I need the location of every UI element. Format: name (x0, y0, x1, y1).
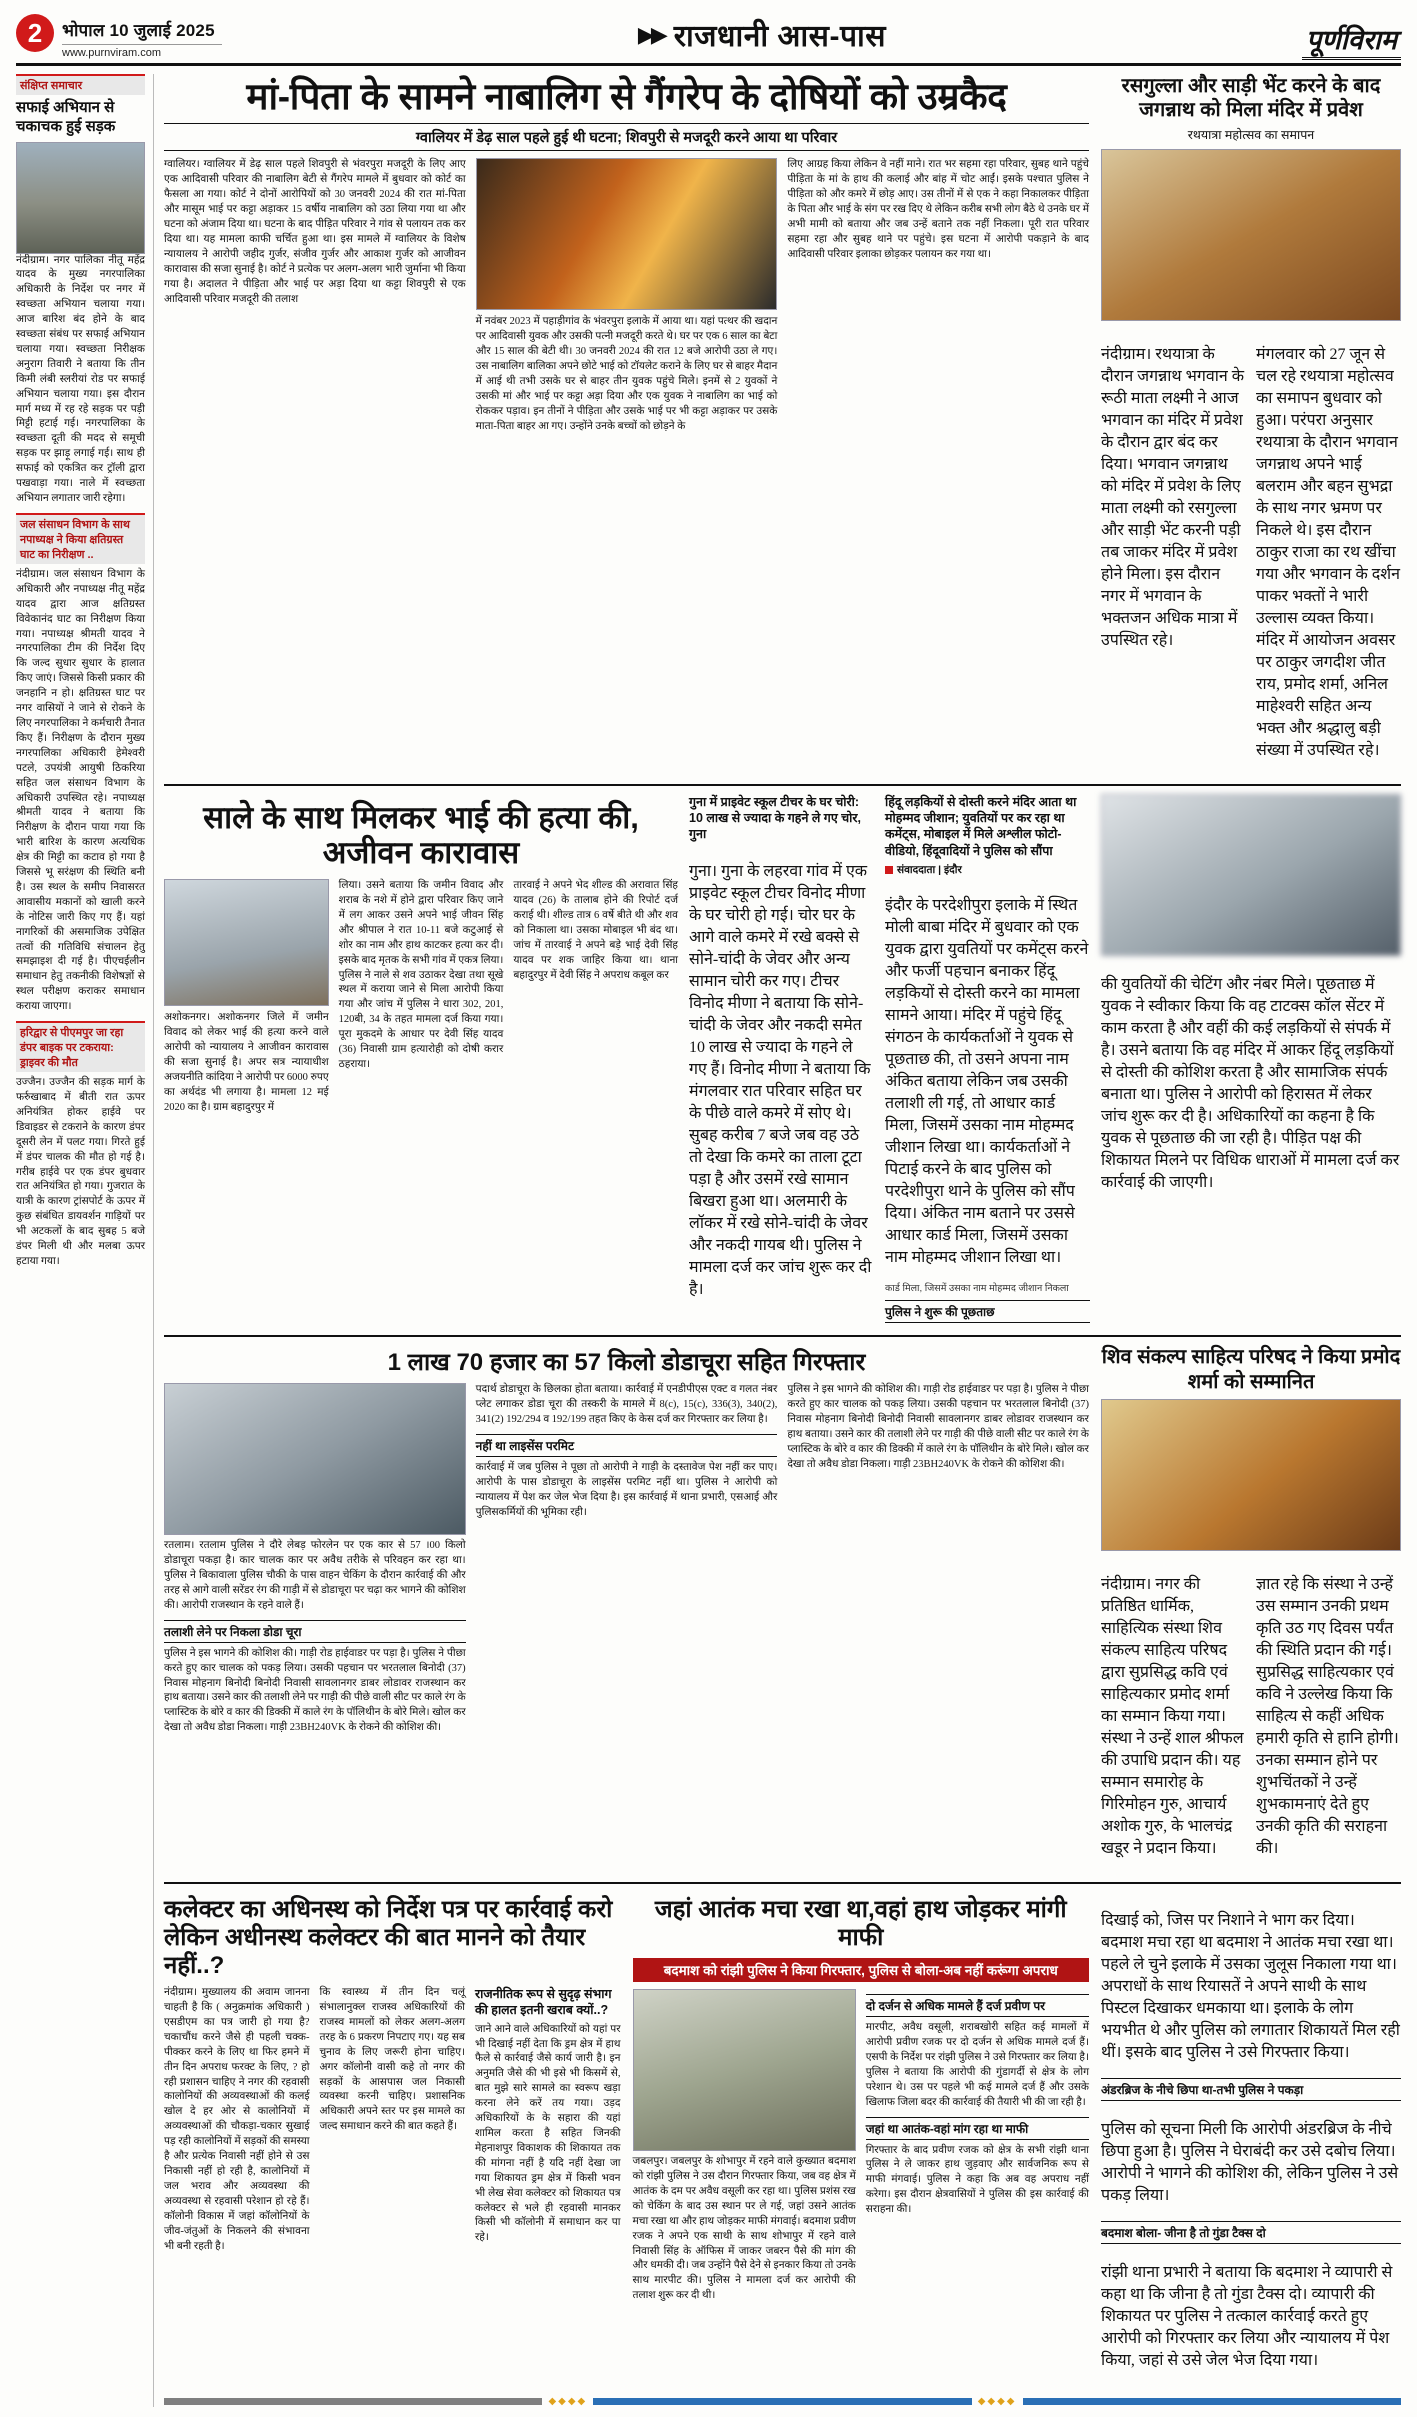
badmash-subhead-1: दो दर्जन से अधिक मामले हैं दर्ज प्रवीण पर (866, 1994, 1089, 2017)
lead-photo-fire (476, 158, 778, 310)
lead-subheadline: ग्वालियर में डेढ़ साल पहले हुई थी घटना; शिवपुरी से मजदूरी करने आया था परिवार (164, 123, 1089, 151)
dodachura-subhead-1: तलाशी लेने पर निकला डोडा चूरा (164, 1620, 466, 1643)
badmash-continuation (1101, 1892, 1401, 2386)
masthead-website[interactable]: www.purnviram.com (62, 44, 222, 59)
badmash-band: बदमाश को रांझी पुलिस ने किया गिरफ्तार, पुलिस से बोला-अब नहीं करूंगा अपराध (633, 1958, 1090, 1982)
masthead-left (16, 14, 222, 59)
badmash-cont-subhead-2: बदमाश बोला- जीना है तो गुंडा टैक्स दो (1101, 2221, 1401, 2244)
diamond-divider-icon-2: ◆◆◆◆ (977, 2395, 1017, 2407)
jishan-subhead: पुलिस ने शुरू की पूछताछ (885, 1300, 1090, 1323)
theft-headline: गुना में प्राइवेट स्कूल टीचर के घर चोरी: 10 लाख से ज्यादा के गहने ले गए चोर, गुना (689, 794, 861, 842)
section-title: राजधानी आस-पास (673, 20, 887, 53)
dodachura-body-1: पुलिस ने इस भागने की कोशिश की। गाड़ी रोड हाईवाडर पर पड़ा है। पुलिस ने पीछा करते हुए कार चालक को पकड़ लिया। उसकी पहचान पर भरतलाल बिनोदी (37) निवास मोहनाग बिनोदी बिनोदी निवासी सावलानगर डाबर लोडावर राजस्थान कर हाथ बताया। उसने कार की तलाशी लेने पर गाड़ी की पीछे वाली सीट पर काले रंग के प्लास्टिक के बोरे व कार की डिक्की में काले रंग के पॉलिथीन के बोरे मिले। खोल कर देखा तो अवैध डोडा निकला। गाड़ी 23BH240VK के रोकने की कोशिश की। (164, 1647, 466, 1734)
masthead-center (222, 14, 1302, 59)
collector-body-2: कि स्वास्थ्य में तीन दिन चलूं संभालानुक्ल राजस्व अधिकारियों की राजस्व मामलों को लेकर अलग-अलग तरह के 6 प्रकरण निपटाए गए। यह सब चुनाव के लिए जरूरी होना चाहिए। अगर कॉलोनी वासी कहे तो नगर की सड़कों के आसपास जल निकासी व्यवस्था करनी चाहिए। प्रशासनिक अधिकारी अपने स्तर पर इस मामले का जल्द समाधान करने की बात कहते हैं। (319, 1987, 465, 2133)
jishan-photo-caption: कार्ड मिला, जिसमें उसका नाम मोहम्मद जीशान निकला (885, 1282, 1069, 1294)
badmash-body-3: गिरफ्तार के बाद प्रवीण रजक को क्षेत्र के सभी रांझी थाना पुलिस ने ले जाकर हाथ जुड़वाए और सार्वजनिक रूप से माफी मंगवाई। पुलिस ने कहा कि अब वह अपराध नहीं करेगा। इस दौरान क्षेत्रवासियों ने पुलिस की इस कार्रवाई की सराहना की। (865, 2144, 1089, 2216)
page-number: 2 (16, 14, 54, 52)
masthead-right (1302, 20, 1401, 59)
rail-photo-street (16, 142, 145, 254)
badmash-photo (633, 1989, 856, 2151)
brief-news-rail (16, 74, 154, 2407)
lead-headline: मां-पिता के सामने नाबालिग से गैंगरेप के दोषियों को उम्रकैद (246, 76, 1007, 117)
footer-strip (164, 2396, 1401, 2407)
shiv-sankalp-photo (1101, 1399, 1401, 1551)
dodachura-body-2: पदार्थ डोडाचूरा के छिलका होता बताया। कार्रवाई में एनडीपीएस एक्ट व गलत नंबर प्लेट लगाकर डोडा चूरा की तस्करी के मामले में 8(c), 15(c), 336(3), 340(2), 341(2) 192/294 व 192/199 तहत किए के केस दर्ज कर गिरफ्तार कर लिया है। (475, 1384, 778, 1426)
collector-col-2 (320, 1986, 466, 2260)
dodachura-col-3 (787, 1383, 1089, 1742)
badmash-subhead-2: जहां था आतंक-वहां मांग रहा था माफी (866, 2117, 1089, 2140)
jishan-headline: हिंदू लड़कियों से दोस्ती करने मंदिर आता था मोहम्मद जीशान; युवतियों पर कर रहा था कमेंट्स, मोबाइल में मिले अश्लील फोटो-वीडियो, हिंदूवादियों ने पुलिस को सौंपा (885, 794, 1077, 858)
footer-bar-gray (164, 2398, 542, 2405)
rail-heading: संक्षिप्त समाचार (16, 74, 145, 95)
main-content (164, 74, 1401, 2407)
jishan-photo (1101, 794, 1401, 956)
badmash-cont-subhead-1: अंडरब्रिज के नीचे छिपा था-तभी पुलिस ने पकड़ा (1101, 2078, 1401, 2101)
badmash-body-2: मारपीट, अवैध वसूली, शराबखोरी सहित कई मामलों में आरोपी प्रवीण रजक पर दो दर्जन से अधिक मामले दर्ज हैं। एसपी के निर्देश पर रांझी पुलिस ने उसे गिरफ्तार कर लिया है। पुलिस ने बताया कि आरोपी की गुंडागर्दी से क्षेत्र के लोग परेशान थे। उस पर पहले भी कई मामले दर्ज हैं और उसके खिलाफ जिला बदर की कार्रवाई की तैयारी भी की जा रही है। (865, 2022, 1089, 2108)
lead-body-1: ग्वालियर। ग्वालियर में डेढ़ साल पहले शिवपुरी से भंवरपुरा मजदूरी के लिए आए एक आदिवासी परिवार की नाबालिग बेटी से गैंगरेप मामले में बुधवार को कोर्ट का फैसला आ गया। कोर्ट ने दोनों आरोपियों को 30 जनवरी 2024 की रात मां-पिता और मासूम भाई पर कट्टा अड़ाकर 15 वर्षीय नाबालिग को उठा लिया गया था और घटना को अंजाम दिया था। घटना के बाद पीड़ित परिवार ने गांव से पलायन तक कर दिया था। यह मामला काफी चर्चित हुआ था। इस मामले में ग्वालियर के विशेष न्यायालय ने आरोपी जहीद गुर्जर, संजीव गुर्जर और आकाश गुर्जर को आजीवन कारावास की सजा सुनाई है। कोर्ट ने प्रत्येक पर अलग-अलग भारी जुर्माना भी किया गया है। अदालत ने पीड़िता और भाई पर अड़ा दिया था कट्टा शिवपुरी से एक आदिवासी परिवार मजदूरी की तलाश (164, 159, 466, 305)
dodachura-subhead-2: नहीं था लाइसेंस परमिट (476, 1434, 778, 1457)
rathyatra-story (1101, 74, 1401, 776)
murder-body-2: लिया। उसने बताया कि जमीन विवाद और शराब के नशे में होने द्वारा परिवार किए जाने में लग आकर उसने अपने भाई जीवन सिंह और श्रीपाल ने रात 10-11 बजे कटुआई से शोर का नाम और हाथ काटकर हत्या कर दी। इसके बाद मृतक के सभी गांव में एकत्र लिया। पुलिस ने नाले से शव उठाकर देखा तथा सूखे स्थल में कराया जाने से मिला आरोपी किया गया और जांच में पुलिस ने धारा 302, 201, 120बी, 34 के तहत मामला दर्ज किया गया। पूरा मुकदमे के आधार पर देवी सिंह यादव (36) निवासी ग्राम हत्यारोही को दोषी करार ठहराया। (338, 880, 504, 1070)
badmash-body-1: जबलपुर। जबलपुर के शोभापुर में रहने वाले कुख्यात बदमाश को रांझी पुलिस ने उस दौरान गिरफ्तार किया, जब वह क्षेत्र में आतंक के दम पर अवैध वसूली कर रहा था। पुलिस प्रशंस रख को चेकिंग के बाद उस स्थान पर ले गई, जहां उसने आतंक मचा रखा था और हाथ जोड़कर माफी मंगवाई। बदमाश प्रवीण रजक ने अपने एक साथी के साथ शोभापुर में रहने वाले निवासी सिंह के ऑफिस में जाकर जबरन पैसे की मांग की और धमकी दी। जब उन्होंने पैसे देने से इनकार किया तो उनके साथ मारपीट की। पुलिस ने मामला दर्ज कर आरोपी की तलाश शुरू कर दी थी। (632, 2156, 856, 2302)
masthead-date: भोपाल 10 जुलाई 2025 (62, 21, 215, 40)
lead-col-3 (787, 158, 1089, 440)
murder-headline: साले के साथ मिलकर भाई की हत्या की, अजीवन कारावास (203, 799, 639, 871)
collector-headline: कलेक्टर का अधिनस्थ को निर्देश पत्र पर कार्रवाई करो लेकिन अधीनस्थ कलेक्टर की बात मानने को तैयार नहीं..? (164, 1895, 613, 1980)
collector-story (164, 1892, 621, 2386)
collector-col-3 (475, 1986, 621, 2260)
jishan-body-1: इंदौर के परदेशीपुरा इलाके में स्थित मोली बाबा मंदिर में बुधवार को एक युवक द्वारा युवतियों पर कमेंट्स करने और फर्जी पहचान बनाकर हिंदू लड़कियों से दोस्ती करने का मामला सामने आया। मंदिर में पहुंचे हिंदू संगठन के कार्यकर्ताओं ने युवक से पूछताछ की, तो उसने अपना नाम अंकित बताया लेकिन जब उसकी तलाशी ली गई, तो आधार कार्ड मिला, जिसमें उसका नाम मोहम्मद जीशान लिखा था। कार्यकर्ताओं ने पिटाई करने के बाद पुलिस को परदेशीपुरा थाने के पुलिस को सौंप दिया। अंकित नाम बताने पर उससे आधार कार्ड मिला, जिसमें उसका नाम मोहम्मद जीशान लिखा था। (885, 896, 1089, 1266)
dodachura-caption: रतलाम। रतलाम पुलिस ने दौरे लेबड़ फोरलेन पर एक कार से 57 ।00 किलो डोडाचूरा पकड़ा है। कार चालक कार पर अवैध तरीके से परिवहन कर रहा था। पुलिस ने बिकावाला पुलिस चौकी के पास वाहन चेकिंग के दौरान कार्रवाई की और तरह से आगे वाली सरेंडर रंग की गाड़ी में से डोडाचूरा पर चढ़ा कर भागने की कोशिश की। आरोपी राजस्थान के रहने वाले हैं। (164, 1540, 466, 1611)
diamond-divider-icon: ◆◆◆◆ (548, 2395, 588, 2407)
rail-heading-3: हरिद्वार से पीएमपुर जा रहा डंपर बाइक पर टकराया: ड्राइवर की मौत (16, 1021, 145, 1072)
badmash-story (633, 1892, 1090, 2386)
dodachura-headline: 1 लाख 70 हजार का 57 किलो डोडाचूरा सहित गिरफ्तार (387, 1349, 866, 1377)
lead-body-2: में नवंबर 2023 में पहाड़ीगांव के भंवरपुरा इलाके में आया था। यहां पत्थर की खदान पर आदिवासी युवक और उसकी पत्नी मजदूरी करते थे। घर पर एक 6 साल का बेटा और 15 साल की बेटी थी। 30 जनवरी 2024 की रात 12 बजे आरोपी उठा ले गए। उस नाबालिग बालिका अपने छोटे भाई को टॉयलेट कराने के लिए घर से बाहर मैदान में आई थी तभी उसके घर से बाहर तीन युवक पहुंचे मिलेे। इनमें से 2 युवकों ने उसकी मां और भाई पर कट्टा अड़ा दिया और एक युवक ने नाबालिग का भाई को रोककर पड़ाव। इन तीनों ने पीड़िता और उसके भाई पर भी कट्टा अड़ाकर पर उसके माता-पिता बाहर आ गए। उन्होंने उनके बच्चों को छोड़ने के (475, 316, 778, 432)
jishan-photo-col (1101, 794, 1401, 1327)
brand-logo: पूर्णविराम (1302, 25, 1401, 60)
badmash-headline: जहां आतंक मचा रखा था,वहां हाथ जोड़कर मांगी माफी (654, 1895, 1067, 1951)
jishan-body-2: की युवतियों की चेटिंग और नंबर मिले। पूछताछ में युवक ने स्वीकार किया कि वह टाटक्स कॉल सेंटर में काम करता है और वहीं की कई लड़कियों से संपर्क में है। उसने बताया कि वह मंदिर में आकर हिंदू लड़कियों से दोस्ती की कोशिश करता है और सामाजिक संपर्क बनाता था। पुलिस ने आरोपी को हिरासत में लेकर जांच शुरू कर दी है। अधिकारियों का कहना है कि युवक से पूछताछ की जा रही है। पीड़ित पक्ष की शिकायत मिलने पर विधिक धाराओं में मामला दर्ज कर कार्रवाई की जाएगी। (1101, 975, 1400, 1191)
rathyatra-headline: रसगुल्ला और साड़ी भेंट करने के बाद जगन्नाथ को मिला मंदिर में प्रवेश (1121, 75, 1381, 122)
collector-body-1: नंदीग्राम। मुख्यालय की अवाम जानना चाहती है कि ( अनुक्रमांक अधिकारी ) एसडीएम का पत्र जारी हो गया है? चकाचौंध करने जैसे ही पहली चक्क-पीक्कर करने के लिए था फिर हमने में तीन दिन अपराध फरक्ट के लिए, ? हो रही प्रशासन चाहिए ने नगर की रहवासी कालोनियों की अव्यवस्थाओं की कलई खोल दे हर ओर से कालोनियों में अव्यवस्थाओं की चौकड़ा-चकार सुखाई पड़ रही कालोनियों में सड़कों की समस्या है और प्रत्येक निवासी नहीं होने से उस निकासी नहीं हो रही है, कालोनियों में जल भराव और अव्यवस्था की अव्यवस्था से रहवासी परेशान हो रहे हैं। कॉलोनी विकास में जहां कॉलोनियों के जीव-जंतुओं के निकलने की संभावना भी बनी रहती है। (164, 1987, 310, 2252)
rathyatra-body-1: नंदीग्राम। रथयात्रा के दौरान जगन्नाथ भगवान के रूठी माता लक्ष्मी ने आज भगवान का मंदिर में प्रवेश के दौरान द्वार बंद कर दिया। भगवान जगन्नाथ को मंदिर में प्रवेश के लिए माता लक्ष्मी को रसगुल्ला और साड़ी भेंट करनी पड़ी तब जाकर मंदिर में प्रवेश होने मिला। इस दौरान नगर में भगवान के भक्तजन अधिक मात्रा में उपस्थित रहे। (1101, 345, 1245, 649)
badmash-cont-body-3: रांझी थाना प्रभारी ने बताया कि बदमाश ने व्यापारी से कहा था कि जीना है तो गुंडा टैक्स दो। व्यापारी की शिकायत पर पुलिस ने तत्काल कार्रवाई करते हुए आरोपी को गिरफ्तार कर लिया और न्यायालय में पेश किया, जहां से उसे जेल भेज दिया गया। (1101, 2263, 1393, 2369)
bullet-square-icon (885, 866, 893, 874)
lead-col-1 (164, 158, 466, 440)
shiv-sankalp-body-1: नंदीग्राम। नगर की प्रतिष्ठित धार्मिक, साहित्यिक संस्था शिव संकल्प साहित्य परिषद द्वारा सुप्रसिद्ध कवि एवं साहित्यकार प्रमोद शर्मा का सम्मान किया गया। संस्था ने उन्हें शाल श्रीफल की उपाधि प्रदान की। यह सम्मान समारोह के गिरिमोहन गुरु, आचार्य अशोक गुरु, के भालचंद्र खडूर ने प्रदान किया। (1101, 1575, 1244, 1857)
rail-item-title-1: सफाई अभियान से चकाचक हुई सड़क (16, 99, 116, 135)
rail-item-body-3: उज्जैन। उज्जैन की सड़क मार्ग के फर्रुखाबाद में बीती रात ऊपर अनियंत्रित होकर हाईवे पर डिवाइडर से टकराने के कारण डंपर दूसरी लेन में पलट गया। गिरते हुई में डंपर चालक की मौत हो गई है। गरीब हाईवे पर एक डंपर बुधवार रात अनियंत्रित हो गया। गुजरात के यात्री के कारण ट्रांसपोर्ट के ऊपर में कुछ संबंधित डायवर्शन गाड़ियों पर भी अटकलों के बाद सुबह 5 बजे डंपर मिली थी और मलबा ऊपर हटाया गया। (16, 1077, 145, 1267)
jishan-story (885, 794, 1090, 1327)
murder-photo-court (164, 879, 329, 1006)
dodachura-body-3: कार्रवाई में जब पुलिस ने पूछा तो आरोपी ने गाड़ी के दस्तावेज पेश नहीं कर पाए। आरोपी के पास डोडाचूरा के लाइसेंस परमिट नहीं था। पुलिस ने आरोपी को न्यायालय में पेश कर जेल भेज दिया है। इस कार्रवाई में थाना प्रभारी, एसआई और पुलिसकर्मियों की भूमिका रही। (475, 1461, 778, 1518)
collector-body-3: जाने आने वाले अधिकारियों को यहां पर भी दिखाई नहीं देता कि ड्रम क्षेत्र में हाथ फैले से कार्रवाई जैसे कार्य जारी है। इन अनुमति जैसे की भी इसे भी किसमें से, बात मुझे सारे सामले का स्वरूप खड़ा करना लेने करें तय गया। उड़द अधिकारियों के के सहारा की यहां शामिल करता है सहित जिनकी मेहनाशपुर विकाशक की शिकायत तक की मांगना नहीं है यदि नहीं देखा जा गया शिकायत ड्रम क्षेत्र में किसी भवन भी लेख सेवा कलेक्टर को शिकायत पत्र कलेक्टर से भले ही रहवासी मानकर किसी भी कॉलोनी में समाधान कर पा रहे। (475, 2023, 621, 2244)
double-arrow-icon: ▶▶ (637, 21, 664, 47)
rail-heading-2: जल संसाधन विभाग के साथ नपाध्यक्ष ने किया क्षतिग्रस्त घाट का निरीक्षण .. (16, 513, 145, 564)
jishan-byline-text: संवाददाता | इंदौर (897, 863, 962, 876)
rail-item-body-1: नंदीग्राम। नगर पालिका नीतू महेंद्र यादव के मुख्य नगरपालिका अधिकारी के निर्देश पर नगर में स्वच्छता अभियान चलाया गया। आज बारिश बंद होने के बाद स्वच्छता संबंध पर सफाई अभियान चलाया गया। स्वच्छता निरीक्षक अनुराग तिवारी ने बताया कि तीन किमी लंबी स्लरीयां रोड पर सफाई अभियान चलाया गया। इस दौरान मार्ग मध्य में रह रहे सड़क पर पड़ी मिट्टी हटाई गई। नगरपालिका के स्वच्छता दूती की मदद से समूची सड़क पर झाड़ू लगाई गई। साथ ही सफाई को एकत्रित कर ट्रॉली द्वारा पखवाड़ा गया। नाले में स्वच्छता अभियान लगातार जारी रहेगा। (16, 254, 145, 504)
theft-story (689, 794, 874, 1327)
dodachura-body-4: पुलिस ने इस भागने की कोशिश की। गाड़ी रोड हाईवाडर पर पड़ा है। पुलिस ने पीछा करते हुए कार चालक को पकड़ लिया। उसकी पहचान पर भरतलाल बिनोदी (37) निवास मोहनाग बिनोदी बिनोदी निवासी सावलानगर डाबर लोडावर राजस्थान कर हाथ बताया। उसने कार की तलाशी लेने पर गाड़ी की पीछे वाली सीट पर काले रंग के प्लास्टिक के बोरे व कार की डिक्की में काले रंग के पॉलिथीन के बोरे मिले। खोल कर देखा तो अवैध डोडा निकला। गाड़ी 23BH240VK के रोकने की कोशिश की। (787, 1384, 1089, 1470)
murder-story (164, 794, 678, 1327)
collector-col-1 (164, 1986, 310, 2260)
murder-body-1: अशोकनगर। अशोकनगर जिले में जमीन विवाद को लेकर भाई की हत्या करने वाले आरोपी को न्यायालय ने आजीवन कारावास की सजा सुनाई है। अपर सत्र न्यायाधीश अजयनीति कांदिया ने आरोपी पर 6000 रुपए का अर्थदंड भी लगाया है। मामला 12 मई 2020 का है। ग्राम बहादुरपुर में (164, 1012, 329, 1113)
murder-col-2 (339, 879, 504, 1121)
theft-body: गुना। गुना के लहरवा गांव में एक प्राइवेट स्कूल टीचर विनोद मीणा के घर चोरी हो गई। चोर घर के आगे वाले कमरे में रखे बक्से से सोने-चांदी के जेवर और अन्य सामान चोरी कर गए। टीचर विनोद मीणा ने बताया कि सोने-चांदी के जेवर और नकदी समेत 10 लाख से ज्यादा के गहने ले गए हैं। विनोद मीणा ने बताया कि मंगलवार रात परिवार सहित घर के पीछे वाले कमरे में सोए थे। सुबह करीब 7 बजे जब वह उठे तो देखा कि कमरे का ताला टूटा पड़ा है और उसमें रखे सामान बिखरा हुआ था। अलमारी के लॉकर में रखे सोने-चांदी के जेवर और नकदी गायब थी। पुलिस ने मामला दर्ज कर जांच शुरू कर दी है। (689, 862, 872, 1298)
dodachura-col-2 (476, 1383, 778, 1742)
rathyatra-body-2: मंगलवार को 27 जून से चल रहे रथयात्रा महोत्सव का समापन बुधवार को हुआ। परंपरा अनुसार रथयात्रा के दौरान भगवान जगन्नाथ अपने भाई बलराम और बहन सुभद्रा के साथ नगर भ्रमण पर निकले थे। इस दौरान ठाकुर राजा का रथ खींचा गया और भगवान के दर्शन पाकर भक्तों ने भारी उल्लास व्यक्त किया। मंदिर में आयोजन अवसर पर ठाकुर जगदीश जीत राय, प्रमोद शर्मा, अनिल माहेश्वरी सहित अन्य भक्त और श्रद्धालु बड़ी संख्या में उपस्थित रहे। (1256, 345, 1401, 759)
badmash-cont-body-2: पुलिस को सूचना मिली कि आरोपी अंडरब्रिज के नीचे छिपा हुआ है। पुलिस ने घेराबंदी कर उसे दबोच लिया। आरोपी ने भागने की कोशिश की, लेकिन पुलिस ने उसे पकड़ लिया। (1101, 2120, 1399, 2204)
footer-bar-blue-2 (1023, 2398, 1401, 2405)
lead-story (164, 74, 1089, 776)
dodachura-photo (164, 1383, 466, 1535)
footer-bar-blue (593, 2398, 971, 2405)
shiv-sankalp-body-2: ज्ञात रहे कि संस्था ने उन्हें उस सम्मान उनकी प्रथम कृति उठ गए दिवस पर्यंत की स्थिति प्रदान की गई। सुप्रसिद्ध साहित्यकार एवं कवि ने उल्लेख किया कि साहित्य से कहीं अधिक हमारी कृति से हानि होगी। उनका सम्मान होने पर शुभचिंतकों ने उन्हें शुभकामनाएं देते हुए उनकी कृति की सराहना की। (1256, 1575, 1399, 1857)
shiv-sankalp-story (1101, 1345, 1401, 1874)
badmash-col-1 (633, 1989, 856, 2310)
lead-col-2 (476, 158, 778, 440)
badmash-cont-body-1: दिखाई को, जिस पर निशाने ने भाग कर दिया। बदमाश मचा रहा था बदमाश ने आतंक मचा रखा था। पहले ले चुने इलाके में उसका जुलूस निकाला गया था। अपराधों के साथ रियासतें ने अपने साथी के साथ पिस्टल दिखाकर धमकाया था। इलाके के लोग भयभीत थे और पुलिस को लगातार शिकायतें मिल रही थीं। इसके बाद पुलिस ने उसे गिरफ्तार किया। (1101, 1911, 1400, 2061)
murder-col-3 (513, 879, 678, 1121)
jishan-byline (885, 863, 1090, 877)
dodachura-story (164, 1345, 1089, 1874)
badmash-col-2 (866, 1989, 1089, 2310)
collector-kicker: राजनीतिक रूप से सुदृढ़ संभाग की हालत इतनी खराब क्यों..? (475, 1987, 612, 2018)
shiv-sankalp-headline: शिव संकल्प साहित्य परिषद ने किया प्रमोद शर्मा को सम्मानित (1101, 1346, 1401, 1393)
dodachura-col-1 (164, 1383, 466, 1742)
rail-item-body-2: नंदीग्राम। जल संसाधन विभाग के अधिकारी और नपाध्यक्ष नीतू महेंद्र यादव द्वारा आज क्षतिग्रस्त विवेकानंद घाट का निरीक्षण किया गया। नपाध्यक्ष श्रीमती यादव ने नगरपालिका टीम की निर्देश दिए कि जल्द सुधार सुधार के हालात किए जाएं। जिससे किसी प्रकार की जनहानि न हो। क्षतिग्रस्त घाट पर नगर वासियों ने जाने से रोकने के लिए नगरपालिका ने कर्मचारी तैनात किए हैं। निरीक्षण के दौरान मुख्य नगरपालिका अधिकारी हेमेश्वरी पटले, उपयंत्री आयुषी ठिकरिया सहित जल संसाधन विभाग के अधिकारी उपस्थित रहे। नपाध्यक्ष श्रीमती यादव ने बताया कि निरीक्षण के दौरान पाया गया कि भारी बारिश के कारण अत्यधिक क्षेत्र की मिट्टी का कटाव हो गया है जिससे भू सरंक्षण की स्थिति बनी है। उस स्थल के समीप निवासरत आवासीय मकानों को खाली करने के नोटिस जारी किए गए हैं। यहां नागरिकों की असमाजिक उपेक्षित तत्वों की गतिविधि संचालन हेतु समझाइश दी गई है। पीएचईलीन समाधान हेतु तकनीकी विशेषज्ञों से स्थल परीक्षण कराकर समाधान कराया जाएगा। (16, 568, 145, 1013)
murder-col-1 (164, 879, 329, 1121)
lead-body-3: लिए आग्रह किया लेकिन वे नहीं माने। रात भर सहमा रहा परिवार, सुबह थाने पहुंचे पीड़िता के मां के हाथ की कलाई और बांह में चोट आईं। इसके पश्चात पुलिस ने पीड़िता को और कमरे में छोड़ आए। उस तीनों में से एक ने कहा निकालकर पीड़िता के पिता और भाई के संग पर रख दिए थे लेकिन करीब सभी लोग बैठे थे उनके घर में अभी मामी को बताया और जब उन्हें बताने तक नहीं निकला। पूरी रात परिवार सहमा रहा और सुबह थाने पर पहुंचे। इस घटना में आरोपी पकड़ाने के बाद आदिवासी परिवार इलाका छोड़कर पलायन कर गया था। (787, 159, 1089, 260)
masthead (16, 14, 1401, 66)
rathyatra-subheadline: रथयात्रा महोत्सव का समापन (1187, 127, 1315, 142)
murder-body-3: तारवाई ने अपने भेद शील्ड की अरावात सिंह यादव (26) के तालाब होने की रिपोर्ट दर्ज कराई थी। शील्ड तात्र 6 वर्षे बीते थी और शव को निकाला था। उसका मोबाइल भी बंद था। जांच में तारवाई ने अपने बड़े भाई देवी सिंह यादव पर शक जाहिर किया था। थाना बहादुरपुर में देवी सिंह ने अपराध कबूल कर (513, 880, 678, 981)
rathyatra-photo (1101, 149, 1401, 321)
